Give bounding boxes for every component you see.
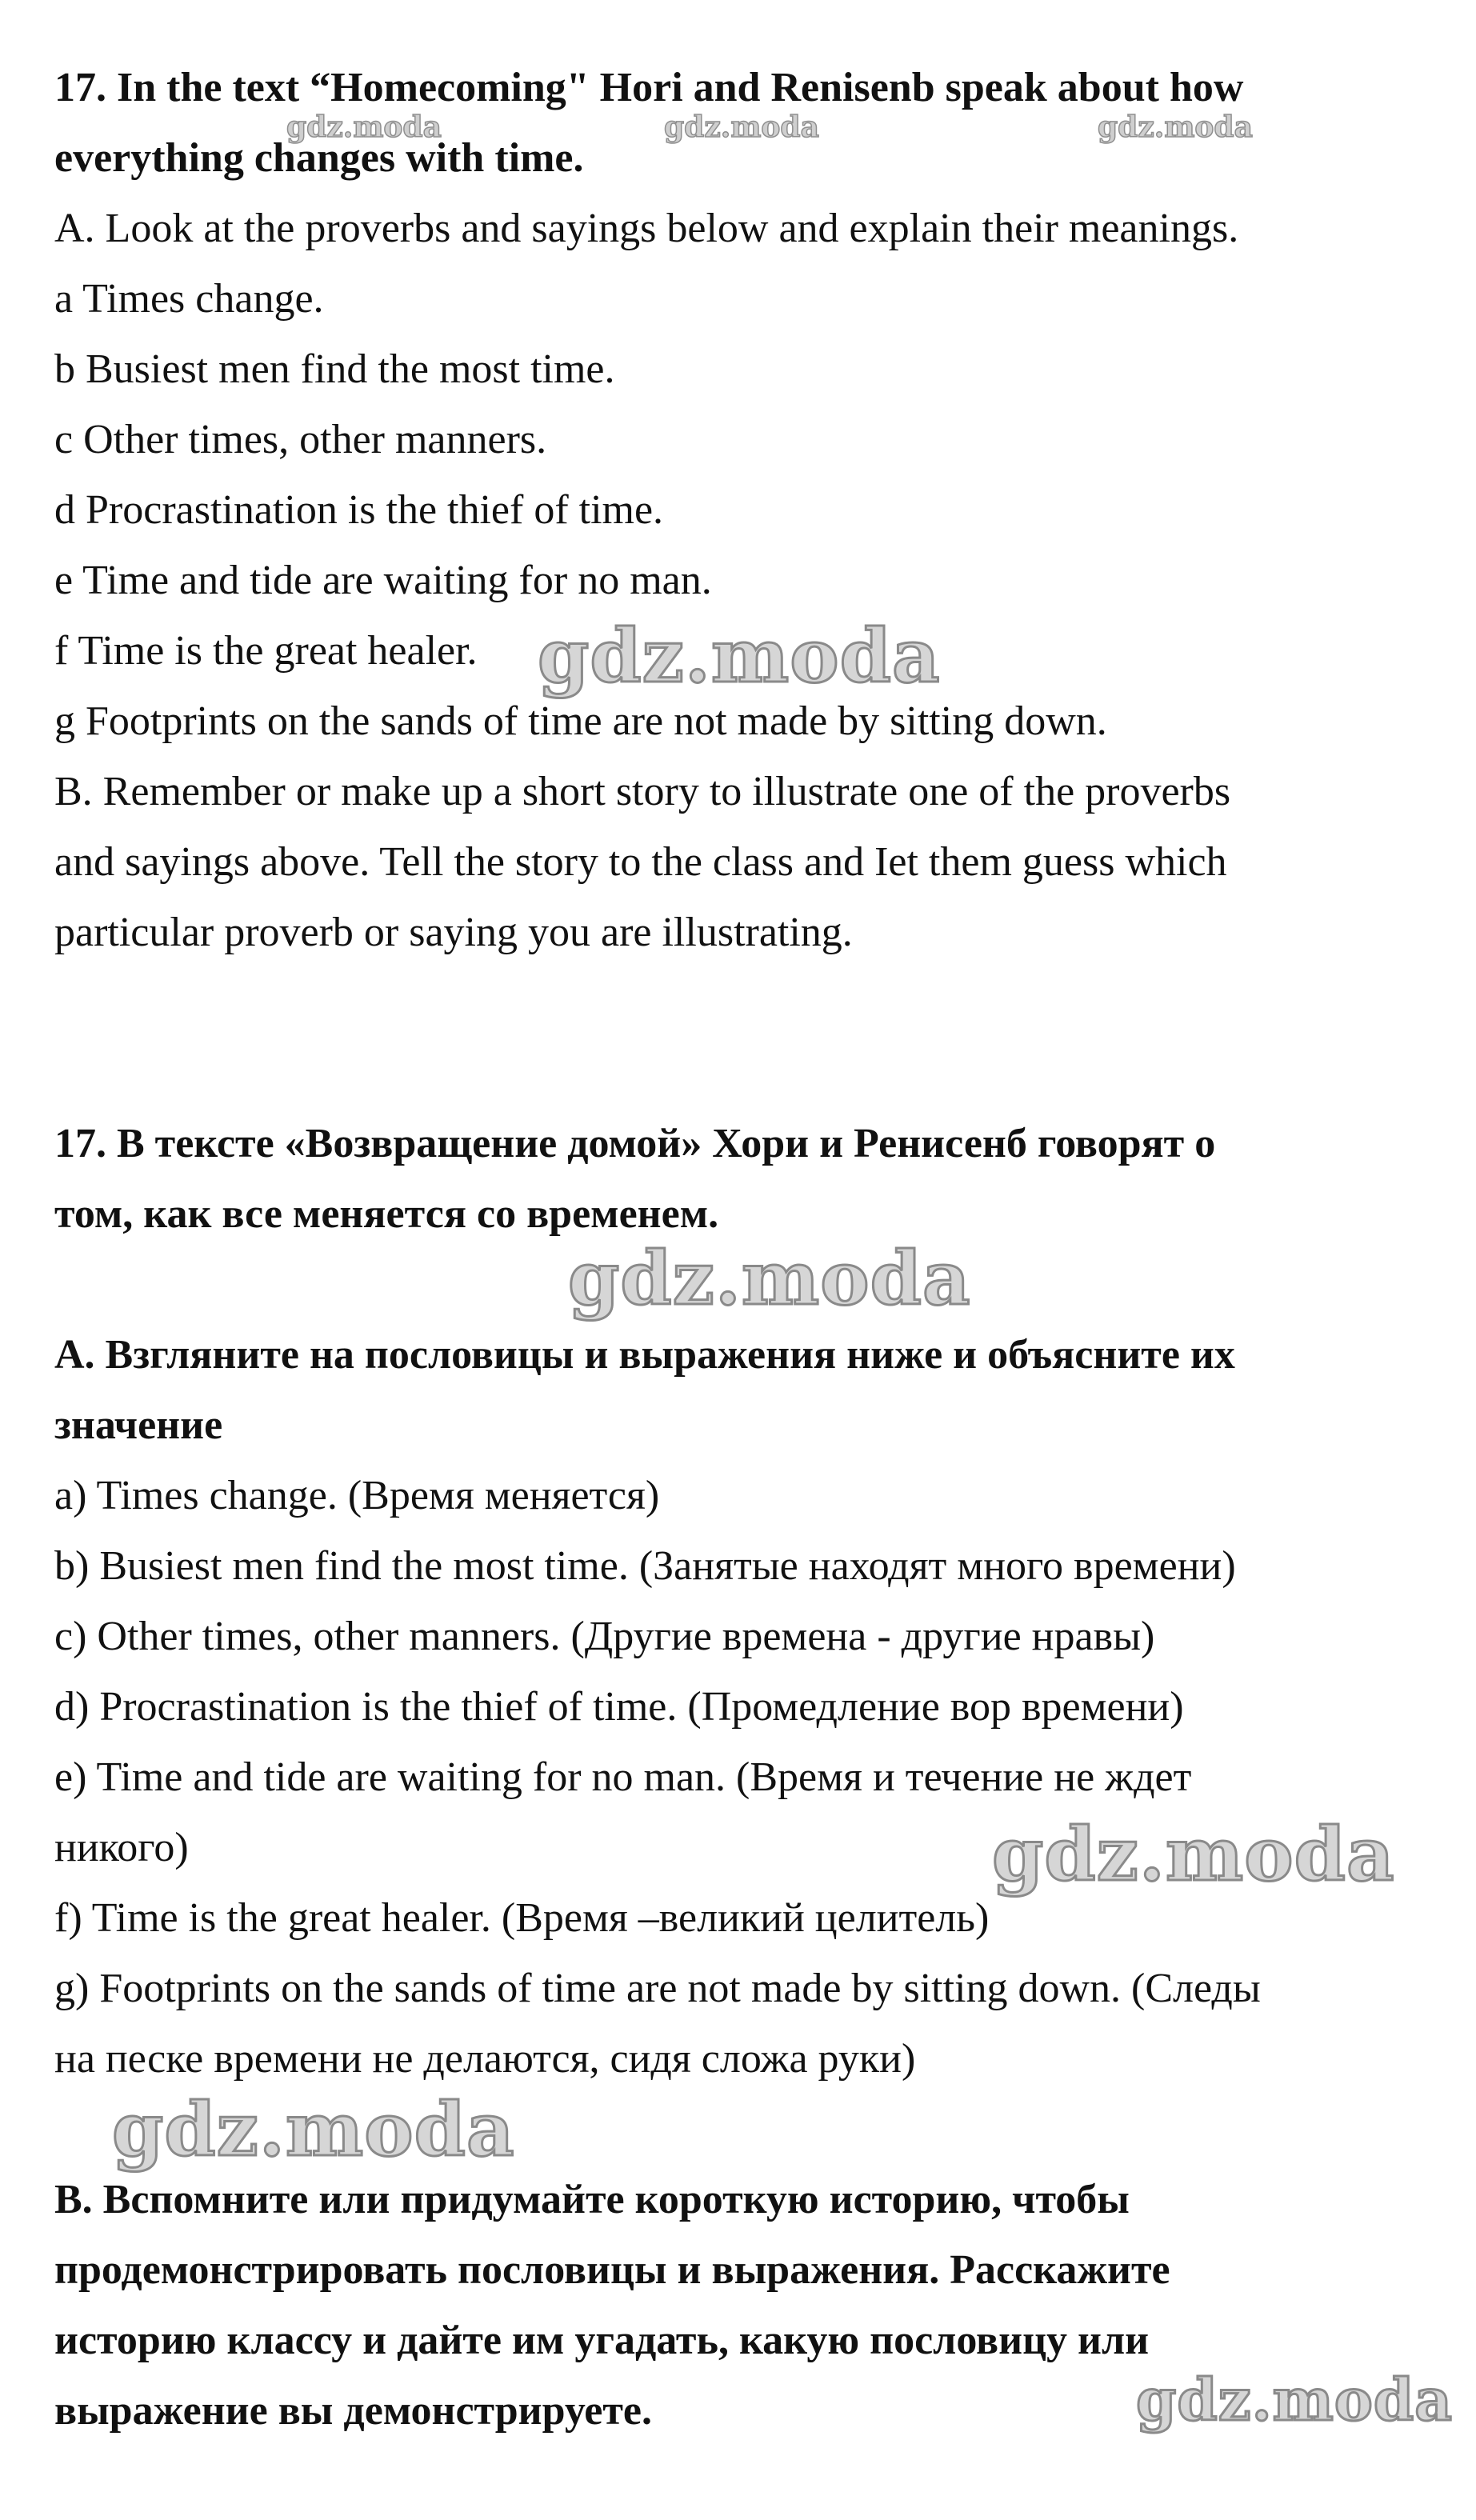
english-proverb-g: g Footprints on the sands of time are not made by sitting down. bbox=[54, 698, 1107, 744]
russian-heading-line-1: 17. В тексте «Возвращение домой» Хори и Ренисенб говорят о bbox=[54, 1121, 1216, 1166]
russian-task-b-line-3: историю классу и дайте им угадать, какую пословицу или bbox=[54, 2318, 1150, 2363]
watermark-3: gdz.moda bbox=[992, 1811, 1395, 1898]
russian-proverb-f: f) Time is the great healer. (Время –великий целитель) bbox=[54, 1895, 990, 1941]
russian-proverb-a: a) Times change. (Время меняется) bbox=[54, 1473, 660, 1518]
russian-task-a-line-2: значение bbox=[54, 1402, 223, 1448]
english-proverb-f: f Time is the great healer. bbox=[54, 628, 478, 674]
english-proverb-a: a Times change. bbox=[54, 276, 324, 322]
russian-task-b-line-2: продемонстрировать пословицы и выражения. Расскажите bbox=[54, 2247, 1170, 2293]
watermark-1: gdz.moda bbox=[538, 613, 941, 699]
english-proverb-d: d Procrastination is the thief of time. bbox=[54, 487, 664, 533]
russian-proverb-e-line-2: никого) bbox=[54, 1825, 189, 1870]
russian-proverb-b: b) Busiest men find the most time. (Занятые находят много времени) bbox=[54, 1543, 1236, 1589]
english-proverb-e: e Time and tide are waiting for no man. bbox=[54, 558, 712, 603]
english-task-b-line-1: B. Remember or make up a short story to illustrate one of the proverbs bbox=[54, 769, 1231, 814]
english-task-b-line-2: and sayings above. Tell the story to the class and Iet them guess which bbox=[54, 839, 1227, 885]
english-proverb-c: c Other times, other manners. bbox=[54, 417, 547, 462]
english-task-b-line-3: particular proverb or saying you are illustrating. bbox=[54, 910, 853, 955]
english-proverb-b: b Busiest men find the most time. bbox=[54, 346, 615, 392]
russian-proverb-g-line-1: g) Footprints on the sands of time are not made by sitting down. (Следы bbox=[54, 1966, 1261, 2011]
watermark-2: gdz.moda bbox=[568, 1235, 971, 1322]
english-task-a: A. Look at the proverbs and sayings below and explain their meanings. bbox=[54, 206, 1239, 251]
russian-task-a-line-1: А. Взгляните на пословицы и выражения ниже и объясните их bbox=[54, 1332, 1235, 1378]
english-heading-line-2: everything changes with time. bbox=[54, 135, 584, 181]
russian-proverb-g-line-2: на песке времени не делаются, сидя сложа руки) bbox=[54, 2036, 916, 2082]
watermark-4: gdz.moda bbox=[112, 2086, 515, 2173]
russian-task-b-line-1: В. Вспомните или придумайте короткую историю, чтобы bbox=[54, 2177, 1130, 2222]
watermark-5: gdz.moda bbox=[1136, 2366, 1453, 2434]
watermark-small-2: gdz.moda bbox=[664, 110, 819, 144]
russian-proverb-c: c) Other times, other manners. (Другие времена - другие нравы) bbox=[54, 1614, 1155, 1659]
russian-task-b-line-4: выражение вы демонстрируете. bbox=[54, 2388, 652, 2434]
russian-proverb-d: d) Procrastination is the thief of time. (Промедление вор времени) bbox=[54, 1684, 1184, 1730]
watermark-small-1: gdz.moda bbox=[286, 110, 442, 144]
russian-proverb-e-line-1: e) Time and tide are waiting for no man. (Время и течение не ждет bbox=[54, 1754, 1192, 1800]
russian-heading-line-2: том, как все меняется со временем. bbox=[54, 1191, 719, 1237]
english-heading-line-1: 17. In the text “Homecoming" Hori and Renisenb speak about how bbox=[54, 65, 1244, 110]
watermark-small-3: gdz.moda bbox=[1098, 110, 1253, 144]
